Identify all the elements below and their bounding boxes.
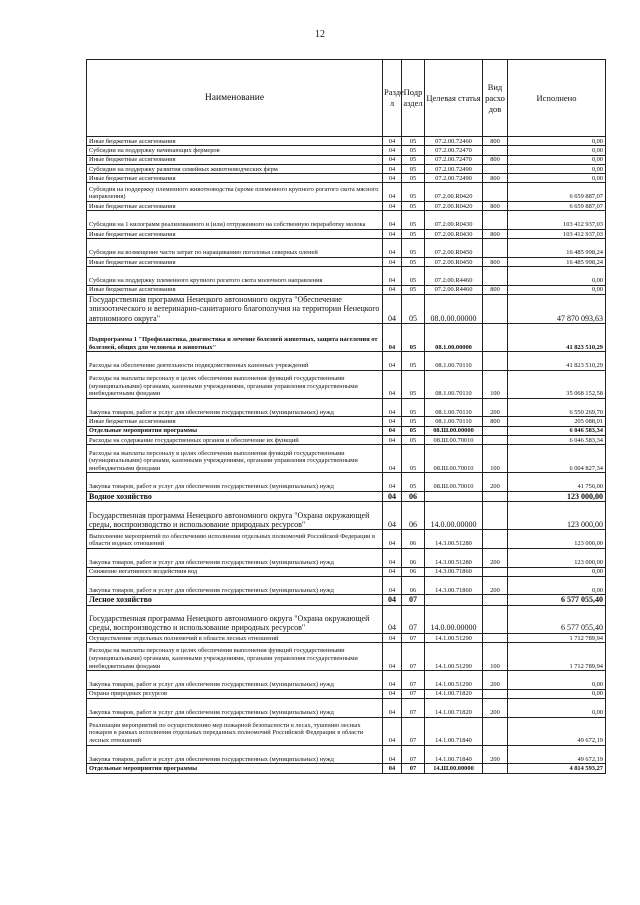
cell-executed: 47 870 093,63: [508, 295, 606, 324]
table-row: [87, 211, 606, 230]
cell-section: 04: [383, 211, 402, 230]
cell-target: 14.1.00.71820: [425, 689, 483, 698]
cell-name: Государственная программа Ненецкого автономного округа "Охрана окружающей среды, воспроизводство и использование природных ресурсов": [87, 605, 383, 633]
cell-section: 04: [383, 567, 402, 576]
cell-section: 04: [383, 643, 402, 671]
cell-section: 04: [383, 398, 402, 417]
cell-section: 04: [383, 633, 402, 642]
cell-target: 07.2.00.R4460: [425, 285, 483, 294]
cell-type: [483, 502, 508, 530]
cell-type: [483, 426, 508, 435]
cell-subsection: 05: [402, 285, 425, 294]
cell-subsection: 05: [402, 257, 425, 266]
cell-target: 07.2.00.72470: [425, 155, 483, 164]
cell-type: [483, 164, 508, 173]
cell-subsection: 05: [402, 239, 425, 258]
cell-type: [483, 567, 508, 576]
cell-name: Снижение негативного воздействия вод: [87, 567, 383, 576]
cell-target: 07.2.00.R0450: [425, 257, 483, 266]
table-row: [87, 671, 606, 690]
cell-target: 14.3.00.71860: [425, 576, 483, 595]
header-type: Вид расхо дов: [483, 60, 508, 137]
cell-target: 07.2.00.R0420: [425, 202, 483, 211]
cell-section: 04: [383, 445, 402, 473]
cell-executed: 103 412 937,03: [508, 211, 606, 230]
cell-target: 14.1.00.71840: [425, 745, 483, 764]
cell-executed: 6 577 055,40: [508, 595, 606, 605]
table-row: [87, 502, 606, 530]
cell-executed: 6 046 583,34: [508, 436, 606, 445]
table-header: [87, 60, 606, 137]
cell-type: 200: [483, 576, 508, 595]
cell-executed: 0,00: [508, 137, 606, 146]
cell-subsection: 07: [402, 643, 425, 671]
cell-type: 200: [483, 745, 508, 764]
cell-executed: 205 088,01: [508, 417, 606, 426]
cell-type: 800: [483, 174, 508, 183]
cell-section: 04: [383, 502, 402, 530]
cell-type: 100: [483, 445, 508, 473]
table-row: [87, 530, 606, 549]
cell-executed: 1 712 789,94: [508, 633, 606, 642]
cell-section: 04: [383, 146, 402, 155]
cell-executed: 0,00: [508, 671, 606, 690]
table-row: [87, 398, 606, 417]
cell-target: [425, 491, 483, 501]
cell-type: 800: [483, 155, 508, 164]
cell-target: 14.1.00.51290: [425, 633, 483, 642]
table-row: [87, 257, 606, 266]
cell-subsection: 05: [402, 164, 425, 173]
cell-section: 04: [383, 183, 402, 202]
table-row: [87, 643, 606, 671]
cell-name: Иные бюджетные ассигнования: [87, 257, 383, 266]
cell-executed: 6 004 827,34: [508, 445, 606, 473]
cell-section: 04: [383, 491, 402, 501]
table-row: [87, 417, 606, 426]
cell-target: 07.2.00.R0430: [425, 211, 483, 230]
cell-section: 04: [383, 426, 402, 435]
cell-section: 04: [383, 473, 402, 492]
cell-target: 07.2.00.72470: [425, 146, 483, 155]
cell-name: Закупка товаров, работ и услуг для обеспечения государственных (муниципальных) нужд: [87, 398, 383, 417]
cell-executed: 0,00: [508, 699, 606, 718]
cell-section: 04: [383, 436, 402, 445]
cell-section: 04: [383, 324, 402, 352]
cell-section: 04: [383, 257, 402, 266]
cell-executed: 0,00: [508, 146, 606, 155]
budget-table: [86, 59, 606, 774]
cell-executed: 6 577 055,40: [508, 605, 606, 633]
cell-subsection: 05: [402, 398, 425, 417]
cell-name: Расходы на содержание государственных органов и обеспечение их функций: [87, 436, 383, 445]
cell-type: 200: [483, 473, 508, 492]
table-row: [87, 324, 606, 352]
cell-type: [483, 183, 508, 202]
cell-name: Закупка товаров, работ и услуг для обеспечения государственных (муниципальных) нужд: [87, 671, 383, 690]
cell-target: 07.2.00.R4460: [425, 267, 483, 286]
table-row: [87, 445, 606, 473]
cell-name: Субсидии на поддержку племенного крупного рогатого скота молочного направления: [87, 267, 383, 286]
cell-section: 04: [383, 764, 402, 773]
table-row: [87, 745, 606, 764]
cell-type: [483, 324, 508, 352]
cell-name: Иные бюджетные ассигнования: [87, 137, 383, 146]
table-row: [87, 285, 606, 294]
cell-executed: 6 046 583,34: [508, 426, 606, 435]
cell-executed: 1 712 789,94: [508, 643, 606, 671]
table-row: [87, 295, 606, 324]
table-row: [87, 764, 606, 773]
cell-target: 14.1.00.51290: [425, 643, 483, 671]
cell-target: 07.2.00.R0420: [425, 183, 483, 202]
cell-target: 07.2.00.72460: [425, 137, 483, 146]
cell-executed: 0,00: [508, 155, 606, 164]
cell-executed: 0,00: [508, 174, 606, 183]
cell-target: 07.2.00.72490: [425, 174, 483, 183]
cell-target: 08.Ш.00.70010: [425, 445, 483, 473]
cell-type: 800: [483, 285, 508, 294]
cell-name: Подпрограмма 1 "Профилактика, диагностика и лечение болезней животных, защита населения от болезней, общих для человека и животных": [87, 324, 383, 352]
cell-subsection: 07: [402, 764, 425, 773]
cell-subsection: 05: [402, 370, 425, 398]
header-subsection: Подр аздел: [402, 60, 425, 137]
cell-target: 08.Ш.00.70010: [425, 473, 483, 492]
cell-section: 04: [383, 417, 402, 426]
cell-name: Отдельные мероприятия программы: [87, 426, 383, 435]
cell-target: 08.1.00.70110: [425, 398, 483, 417]
cell-target: 08.1.00.70110: [425, 352, 483, 371]
cell-name: Расходы на обеспечение деятельности подведомственных казенных учреждений: [87, 352, 383, 371]
cell-target: 14.Ш.00.00000: [425, 764, 483, 773]
cell-subsection: 05: [402, 436, 425, 445]
cell-target: 14.3.00.71860: [425, 567, 483, 576]
cell-target: 08.0.00.00000: [425, 295, 483, 324]
cell-subsection: 06: [402, 567, 425, 576]
cell-type: [483, 239, 508, 258]
cell-subsection: 05: [402, 183, 425, 202]
cell-subsection: 05: [402, 445, 425, 473]
cell-subsection: 05: [402, 202, 425, 211]
cell-name: Закупка товаров, работ и услуг для обеспечения государственных (муниципальных) нужд: [87, 548, 383, 567]
table-row: [87, 426, 606, 435]
cell-target: 08.1.00.70110: [425, 417, 483, 426]
cell-executed: 123 000,00: [508, 502, 606, 530]
cell-section: 04: [383, 174, 402, 183]
table-row: [87, 473, 606, 492]
cell-type: 800: [483, 417, 508, 426]
cell-name: Выполнение мероприятий по обеспечению исполнения отдельных полномочий Российской Федерации в области водных отношений: [87, 530, 383, 549]
cell-name: Закупка товаров, работ и услуг для обеспечения государственных (муниципальных) нужд: [87, 473, 383, 492]
cell-type: 800: [483, 202, 508, 211]
cell-subsection: 05: [402, 295, 425, 324]
cell-target: 07.2.00.72490: [425, 164, 483, 173]
cell-subsection: 06: [402, 576, 425, 595]
cell-section: 04: [383, 285, 402, 294]
cell-name: Расходы на выплаты персоналу в целях обеспечения выполнения функций государственными (муниципальными) органами, казенными учреждениями, органами управления государственными внебюджетными фондами: [87, 643, 383, 671]
cell-executed: 0,00: [508, 285, 606, 294]
cell-target: 14.1.00.51290: [425, 671, 483, 690]
cell-subsection: 05: [402, 352, 425, 371]
cell-type: 200: [483, 548, 508, 567]
cell-subsection: 05: [402, 426, 425, 435]
cell-target: 14.0.00.00000: [425, 502, 483, 530]
cell-name: Иные бюджетные ассигнования: [87, 202, 383, 211]
cell-type: 800: [483, 257, 508, 266]
cell-executed: 103 412 937,03: [508, 229, 606, 238]
cell-name: Иные бюджетные ассигнования: [87, 229, 383, 238]
cell-subsection: 05: [402, 324, 425, 352]
page-number: 12: [315, 29, 325, 40]
cell-subsection: 05: [402, 174, 425, 183]
cell-subsection: 06: [402, 502, 425, 530]
cell-subsection: 05: [402, 417, 425, 426]
cell-section: 04: [383, 689, 402, 698]
cell-name: Реализация мероприятий по осуществлению мер пожарной безопасности в лесах, тушению лесных пожаров в рамках исполнения отдельных переданных полномочий Российской Федерации в области лесных отношений: [87, 717, 383, 745]
table-body: [87, 137, 606, 774]
cell-executed: 0,00: [508, 576, 606, 595]
table-row: [87, 137, 606, 146]
cell-executed: 0,00: [508, 267, 606, 286]
cell-target: 14.3.00.51280: [425, 548, 483, 567]
cell-target: 14.0.00.00000: [425, 605, 483, 633]
header-executed: Исполнено: [508, 60, 606, 137]
cell-subsection: 07: [402, 633, 425, 642]
header-target: Целевая статья: [425, 60, 483, 137]
cell-name: Закупка товаров, работ и услуг для обеспечения государственных (муниципальных) нужд: [87, 699, 383, 718]
cell-subsection: 06: [402, 548, 425, 567]
cell-section: 04: [383, 295, 402, 324]
cell-target: 14.1.00.71820: [425, 699, 483, 718]
cell-section: 04: [383, 267, 402, 286]
cell-subsection: 06: [402, 491, 425, 501]
cell-section: 04: [383, 548, 402, 567]
cell-section: 04: [383, 155, 402, 164]
cell-section: 04: [383, 745, 402, 764]
cell-name: Расходы на выплаты персоналу в целях обеспечения выполнения функций государственными (муниципальными) органами, казенными учреждениями, органами управления государственными внебюджетными фондами: [87, 445, 383, 473]
cell-executed: 41 756,00: [508, 473, 606, 492]
table-row: [87, 436, 606, 445]
cell-type: [483, 605, 508, 633]
table-row: [87, 174, 606, 183]
cell-subsection: 07: [402, 595, 425, 605]
cell-section: 04: [383, 717, 402, 745]
cell-executed: 6 659 887,07: [508, 183, 606, 202]
cell-type: 800: [483, 137, 508, 146]
table-row: [87, 352, 606, 371]
cell-subsection: 07: [402, 717, 425, 745]
cell-subsection: 07: [402, 699, 425, 718]
cell-name: Расходы на выплаты персоналу в целях обеспечения выполнения функций государственными (муниципальными) органами, казенными учреждениями, органами управления государственными внебюджетными фондами: [87, 370, 383, 398]
cell-name: Государственная программа Ненецкого автономного округа "Охрана окружающей среды, воспроизводство и использование природных ресурсов": [87, 502, 383, 530]
cell-section: 04: [383, 530, 402, 549]
cell-type: 200: [483, 671, 508, 690]
cell-subsection: 05: [402, 137, 425, 146]
cell-target: 14.3.00.51280: [425, 530, 483, 549]
table-row: [87, 717, 606, 745]
cell-executed: 123 000,00: [508, 491, 606, 501]
cell-name: Охрана природных ресурсов: [87, 689, 383, 698]
table-row: [87, 267, 606, 286]
cell-target: 08.Ш.00.00000: [425, 426, 483, 435]
cell-subsection: 05: [402, 211, 425, 230]
header-section: Разде л: [383, 60, 402, 137]
cell-section: 04: [383, 164, 402, 173]
cell-executed: 41 823 510,29: [508, 352, 606, 371]
cell-target: 08.1.00.70110: [425, 370, 483, 398]
cell-type: [483, 267, 508, 286]
table-row: [87, 164, 606, 173]
cell-name: Государственная программа Ненецкого автономного округа "Обеспечение эпизоотического и ветеринарно-санитарного благополучия на территории Ненецкого автономного округа": [87, 295, 383, 324]
cell-executed: 49 672,19: [508, 745, 606, 764]
cell-subsection: 06: [402, 530, 425, 549]
table-row: [87, 491, 606, 501]
cell-type: [483, 211, 508, 230]
cell-name: Субсидия на поддержку племенного животноводства (кроме племенного крупного рогатого скота мясного направления): [87, 183, 383, 202]
cell-section: 04: [383, 699, 402, 718]
cell-type: 800: [483, 229, 508, 238]
cell-section: 04: [383, 576, 402, 595]
table-row: [87, 595, 606, 605]
table-row: [87, 567, 606, 576]
cell-target: 07.2.00.R0450: [425, 239, 483, 258]
cell-section: 04: [383, 239, 402, 258]
cell-executed: 0,00: [508, 164, 606, 173]
cell-subsection: 07: [402, 689, 425, 698]
table-row: [87, 239, 606, 258]
cell-name: Субсидии на поддержку начинающих фермеров: [87, 146, 383, 155]
cell-type: [483, 717, 508, 745]
cell-type: 200: [483, 699, 508, 718]
cell-type: [483, 595, 508, 605]
cell-subsection: 05: [402, 155, 425, 164]
cell-executed: 123 000,00: [508, 530, 606, 549]
cell-type: [483, 764, 508, 773]
cell-target: [425, 595, 483, 605]
cell-name: Субсидии на возмещение части затрат по наращиванию поголовья северных оленей: [87, 239, 383, 258]
cell-type: [483, 295, 508, 324]
cell-type: [483, 530, 508, 549]
cell-executed: 6 550 269,70: [508, 398, 606, 417]
cell-executed: 41 823 510,29: [508, 324, 606, 352]
cell-type: [483, 491, 508, 501]
cell-name: Иные бюджетные ассигнования: [87, 174, 383, 183]
cell-type: [483, 352, 508, 371]
table-row: [87, 576, 606, 595]
table-row: [87, 183, 606, 202]
cell-name: Иные бюджетные ассигнования: [87, 155, 383, 164]
cell-name: Лесное хозяйство: [87, 595, 383, 605]
cell-executed: 16 485 998,24: [508, 257, 606, 266]
cell-name: Закупка товаров, работ и услуг для обеспечения государственных (муниципальных) нужд: [87, 745, 383, 764]
cell-target: 08.Ш.00.70010: [425, 436, 483, 445]
table-row: [87, 155, 606, 164]
cell-executed: 0,00: [508, 689, 606, 698]
cell-section: 04: [383, 370, 402, 398]
cell-subsection: 07: [402, 671, 425, 690]
cell-type: [483, 689, 508, 698]
cell-subsection: 07: [402, 745, 425, 764]
cell-type: 200: [483, 398, 508, 417]
cell-target: 07.2.00.R0430: [425, 229, 483, 238]
table-row: [87, 548, 606, 567]
cell-subsection: 07: [402, 605, 425, 633]
cell-type: 100: [483, 370, 508, 398]
cell-executed: 35 068 152,58: [508, 370, 606, 398]
table-row: [87, 699, 606, 718]
cell-section: 04: [383, 671, 402, 690]
cell-section: 04: [383, 202, 402, 211]
cell-target: 14.1.00.71840: [425, 717, 483, 745]
cell-section: 04: [383, 229, 402, 238]
cell-section: 04: [383, 595, 402, 605]
cell-name: Иные бюджетные ассигнования: [87, 417, 383, 426]
table-row: [87, 689, 606, 698]
cell-name: Отдельные мероприятия программы: [87, 764, 383, 773]
cell-target: 08.1.00.00000: [425, 324, 483, 352]
cell-section: 04: [383, 352, 402, 371]
cell-subsection: 05: [402, 473, 425, 492]
cell-name: Закупка товаров, работ и услуг для обеспечения государственных (муниципальных) нужд: [87, 576, 383, 595]
table-row: [87, 370, 606, 398]
table-row: [87, 202, 606, 211]
cell-section: 04: [383, 605, 402, 633]
cell-type: [483, 436, 508, 445]
cell-subsection: 05: [402, 229, 425, 238]
cell-executed: 49 672,19: [508, 717, 606, 745]
cell-executed: 0,00: [508, 567, 606, 576]
table-row: [87, 633, 606, 642]
cell-subsection: 05: [402, 146, 425, 155]
cell-executed: 16 485 998,24: [508, 239, 606, 258]
cell-type: [483, 633, 508, 642]
cell-executed: 6 659 887,07: [508, 202, 606, 211]
cell-name: Иные бюджетные ассигнования: [87, 285, 383, 294]
cell-name: Субсидии на поддержку развития семейных животноводческих ферм: [87, 164, 383, 173]
cell-name: Осуществление отдельных полномочий в области лесных отношений: [87, 633, 383, 642]
table-row: [87, 146, 606, 155]
cell-type: 100: [483, 643, 508, 671]
header-name: Наименование: [87, 60, 383, 137]
table-row: [87, 229, 606, 238]
cell-name: Субсидии на 1 килограмм реализованного и (или) отгруженного на собственную переработку молока: [87, 211, 383, 230]
cell-executed: 123 000,00: [508, 548, 606, 567]
cell-executed: 4 814 593,27: [508, 764, 606, 773]
cell-type: [483, 146, 508, 155]
cell-subsection: 05: [402, 267, 425, 286]
cell-section: 04: [383, 137, 402, 146]
table-row: [87, 605, 606, 633]
cell-name: Водное хозяйство: [87, 491, 383, 501]
